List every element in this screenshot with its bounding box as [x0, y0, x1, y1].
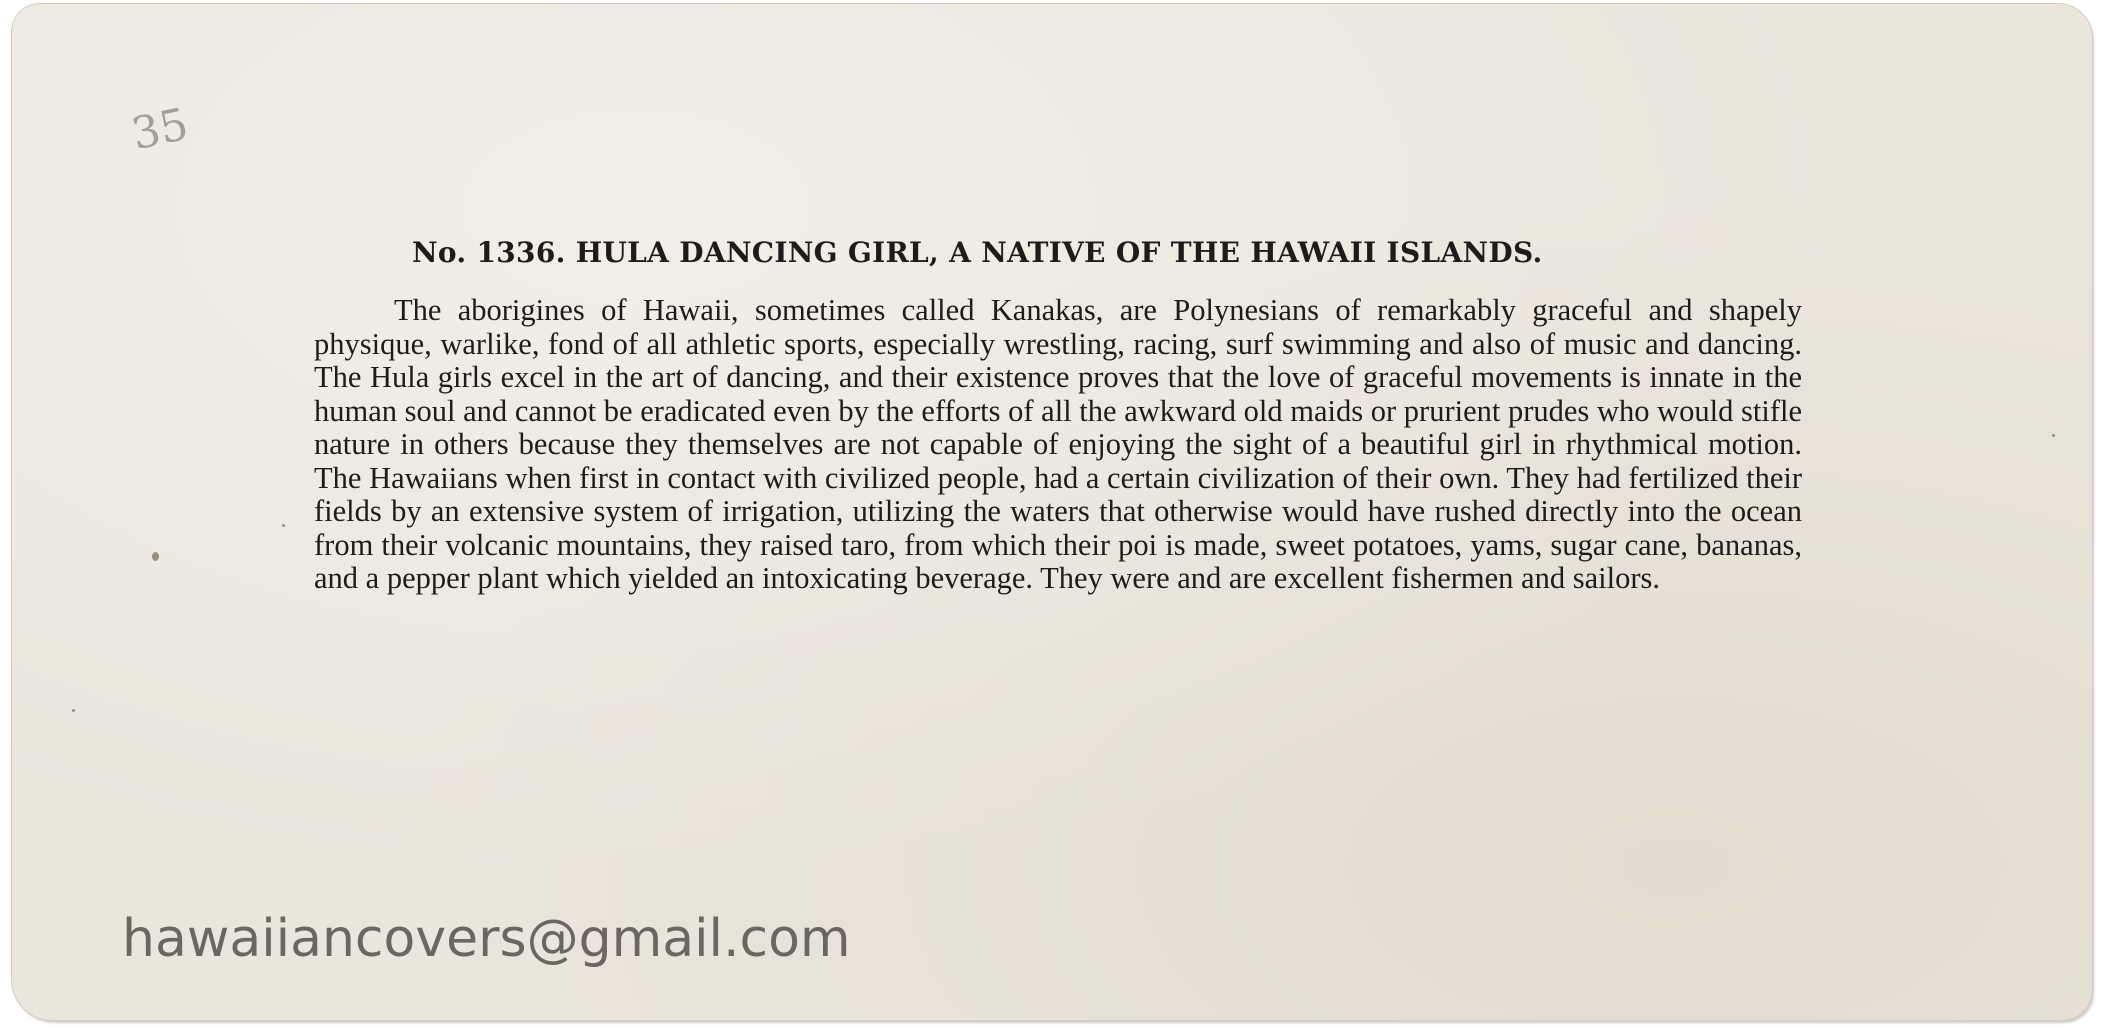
- pencil-inventory-note: 35: [127, 98, 193, 161]
- paper-speck: [2052, 434, 2055, 437]
- paper-speck: [282, 524, 285, 527]
- stereoview-card-back: [12, 4, 2092, 1020]
- paper-speck: [72, 709, 75, 712]
- card-title: No. 1336. HULA DANCING GIRL, A NATIVE OF THE HAWAII ISLANDS.: [412, 236, 1543, 269]
- paper-speck: [152, 552, 159, 561]
- card-description: The aborigines of Hawaii, sometimes called Kanakas, are Polynesians of remarkably graceful and shapely physique, warlike, fond of all athletic sports, especially wrestling, racing, surf swimming and also of music and dancing. The Hula girls excel in the art of dancing, and their existence proves that the love of graceful movements is innate in the human soul and cannot be eradicated even by the efforts of all the awkward old maids or prurient prudes who would stifle nature in others because they themselves are not capable of enjoying the sight of a beautiful girl in rhythmical motion. The Hawaiians when first in contact with civilized people, had a certain civilization of their own. They had fertilized their fields by an extensive system of irrigation, utilizing the waters that otherwise would have rushed directly into the ocean from their volcanic mountains, they raised taro, from which their poi is made, sweet potatoes, yams, sugar cane, bananas, and a pepper plant which yielded an intoxicating beverage. They were and are excellent fishermen and sailors.: [314, 293, 1802, 595]
- watermark-email: hawaiiancovers@gmail.com: [122, 909, 851, 969]
